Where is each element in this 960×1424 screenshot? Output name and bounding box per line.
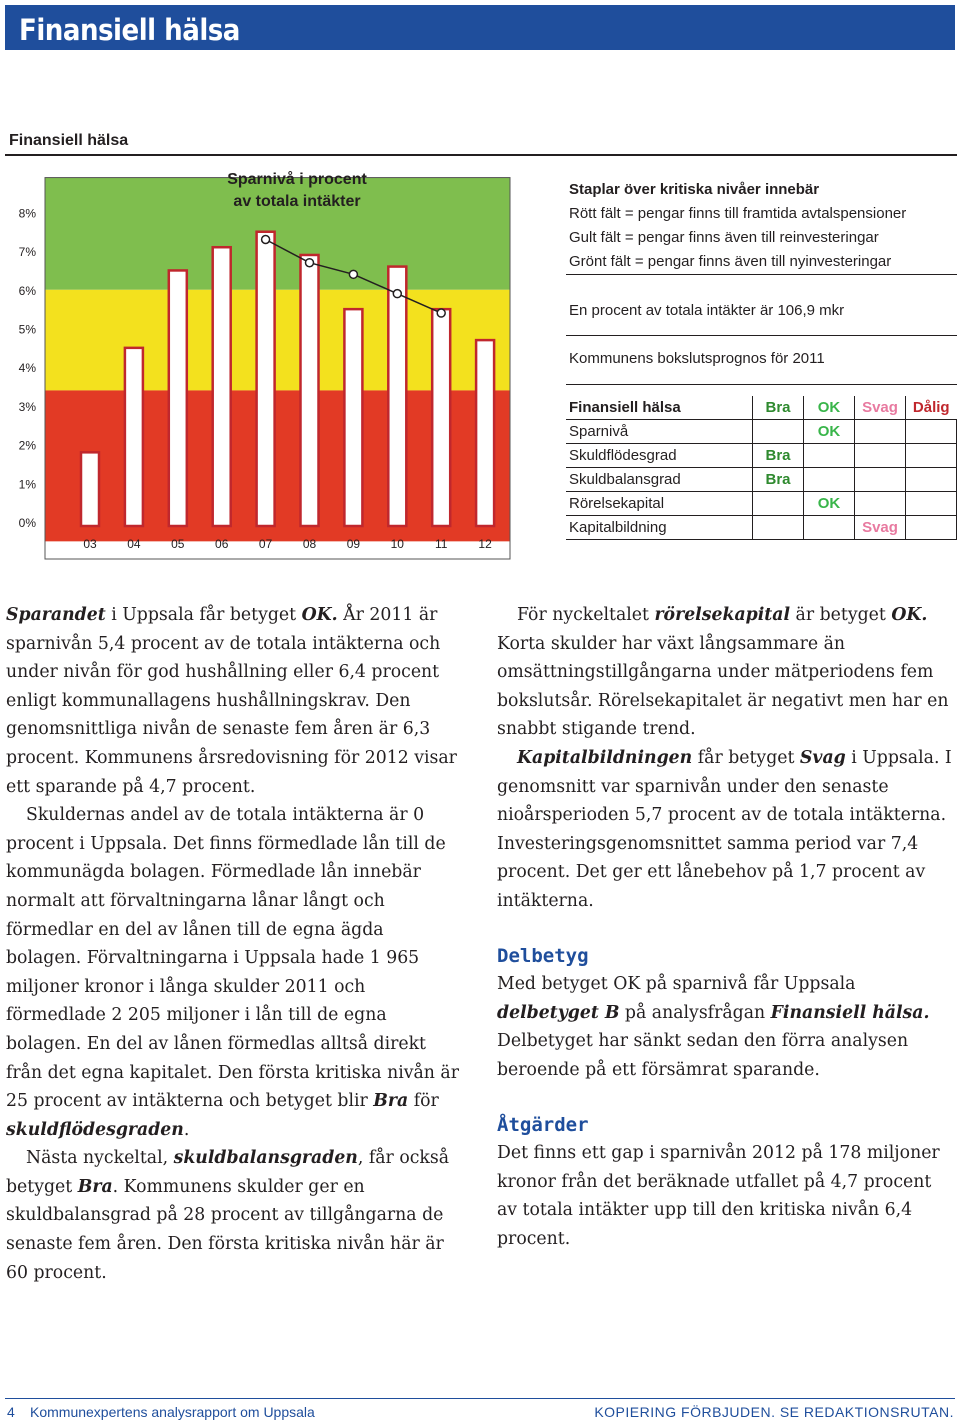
info-line-red: Rött fält = pengar finns till framtida avtalspensioner [569,205,907,222]
rating-row-name: Rörelsekapital [566,492,753,516]
bar [388,267,406,526]
paragraph: Det finns ett gap i sparnivån 2012 på 178 miljoner kronor från det beräknade utfallet på 4,7 procent av totala intäkter upp till den kritiska nivån 6,4 procent. [497,1143,940,1249]
rating-cell [753,516,804,540]
y-tick-label: 3% [18,399,36,414]
rating-cell [804,468,855,492]
bar [257,232,275,526]
rating-row [566,468,957,492]
rating-row-name: Skuldflödesgrad [566,444,753,468]
publication-name: Kommunexpertens analysrapport om Uppsala [30,1404,315,1420]
info-line-green: Grönt fält = pengar finns även till nyinvesteringar [569,253,892,270]
rating-cell: OK [804,420,855,444]
rating-row [566,444,957,468]
bar [81,452,99,526]
y-tick-label: 8% [18,206,36,221]
x-tick-label: 05 [171,537,185,551]
paragraph: Skuldernas andel av de totala intäkterna är 0 procent i Uppsala. Det finns förmedlade lån till de kommunägda bolagen. Förmedlade lån innebär normalt att förvaltningarna lånar långt och förmedlar en del av lånen till de egna ägda bolagen. Förvaltningarna i Uppsala hade 1 965 miljoner kronor i långa skulder 2011 och förmedlade 2 205 miljoner i lån till de egna bolagen. En del av lånen förmedlas alltså direkt från det egna kapitalet. Den första kritiska nivån är 25 procent av intäkterna och betyget blir Bra för skuldflödesgraden. [6,805,459,1140]
bar [125,348,143,526]
forecast-note: Kommunens bokslutsprognos för 2011 [569,350,825,367]
x-tick-label: 08 [302,537,317,551]
info-heading: Staplar över kritiska nivåer innebär [569,181,820,198]
copyright-notice: KOPIERING FÖRBJUDEN. SE REDAKTIONSRUTAN. [594,1404,954,1420]
rating-cell: Bra [753,444,804,468]
rating-cell [855,444,906,468]
info-divider [566,274,957,275]
bar [213,247,231,526]
bar [301,255,319,526]
percent-note: En procent av totala intäkter är 106,9 mkr [569,302,845,319]
chart-title: av totala intäkter [233,193,361,210]
info-divider [566,335,957,336]
rating-header-row [566,396,957,420]
rating-cell [906,420,957,444]
forecast-point [349,270,357,278]
rating-cell [753,492,804,516]
y-tick-label: 0% [18,516,36,530]
rating-cell: Svag [855,516,906,540]
x-tick-label: 06 [215,537,229,551]
x-tick-label: 10 [390,537,404,551]
rating-cell [906,468,957,492]
paragraph: Kapitalbildningen får betyget Svag i Uppsala. I genomsnitt var sparnivån under den senaste nioårsperioden 5,7 procent av de totala intäkterna. Investeringsgenomsnittet samma period var 7,4 procent. Det ger ett lånebehov på 1,7 procent av intäkterna. [497,747,952,911]
page-banner [5,5,955,50]
rating-cell: Bra [753,468,804,492]
x-tick-label: 11 [434,537,448,551]
footer-rule [5,1398,955,1399]
rating-row-name: Skuldbalansgrad [566,468,753,492]
page-title: Finansiell hälsa [19,13,240,47]
info-line-yellow: Gult fält = pengar finns även till reinvesteringar [569,229,879,246]
grade-header-bra: Bra [753,396,804,420]
y-tick-label: 6% [18,283,36,298]
rating-cell [804,516,855,540]
y-tick-label: 7% [18,245,36,260]
rating-cell [906,444,957,468]
rating-cell [804,444,855,468]
paragraph: För nyckeltalet rörelsekapital är betyget OK. Korta skulder har växt långsammare än omsättningstillgångarna under mätperiodens fem bokslutsår. Rörelsekapitalet är negativt men har en snabbt stigande trend. [497,605,949,740]
y-tick-label: 4% [18,361,36,376]
forecast-point [262,235,270,243]
x-tick-label: 12 [478,537,492,551]
rating-row-name: Sparnivå [566,420,753,444]
x-tick-label: 09 [346,537,361,551]
page-number: 4 [7,1404,15,1420]
rating-row [566,516,957,540]
bar [344,309,362,526]
forecast-point [437,309,445,317]
grade-header-svag: Svag [855,396,906,420]
rating-row [566,420,957,444]
savings-chart [0,160,560,560]
bar [476,340,494,526]
x-tick-label: 03 [83,537,97,551]
rating-cell [906,516,957,540]
rating-header: Finansiell hälsa [566,396,753,420]
grade-header-dalig: Dålig [906,396,957,420]
section-rule [5,154,957,156]
chart-title: Sparnivå i procent [227,171,367,188]
left-column [6,601,461,1287]
right-column [497,601,952,1253]
grade-header-ok: OK [804,396,855,420]
rating-row [566,492,957,516]
forecast-point [306,259,314,267]
atgarder-heading: Åtgärder [497,1113,589,1136]
rating-cell: OK [804,492,855,516]
x-tick-label: 07 [258,537,273,551]
rating-cell [753,420,804,444]
rating-cell [906,492,957,516]
bar [432,309,450,526]
delbetyg-heading: Delbetyg [497,944,589,967]
paragraph: Med betyget OK på sparnivå får Uppsala delbetyget B på analysfrågan Finansiell hälsa. Delbetyget har sänkt sedan den förra analysen beroende på ett försämrat sparande. [497,974,930,1080]
rating-row-name: Kapitalbildning [566,516,753,540]
x-tick-label: 04 [127,537,141,551]
rating-cell [855,420,906,444]
bar [169,270,187,526]
paragraph: Sparandet i Uppsala får betyget OK. År 2011 är sparnivån 5,4 procent av de totala intäkterna och under nivån för god hushållning eller 6,4 procent enligt kommunallagens hushållningskrav. Den genomsnittliga nivån de senaste fem åren är 6,3 procent. Kommunens årsredovisning för 2012 visar ett sparande på 4,7 procent. [6,605,457,797]
rating-cell [855,492,906,516]
y-tick-label: 2% [18,438,36,453]
section-label: Finansiell hälsa [9,132,129,149]
forecast-point [393,290,401,298]
y-tick-label: 5% [18,322,36,337]
rating-cell [855,468,906,492]
paragraph: Nästa nyckeltal, skuldbalansgraden, får också betyget Bra. Kommunens skulder ger en skuldbalansgrad på 28 procent av tillgångarna de senaste fem åren. Den första kritiska nivån här är 60 procent. [6,1148,450,1283]
y-tick-label: 1% [18,477,36,492]
info-divider [566,384,957,385]
rating-table [566,396,957,540]
